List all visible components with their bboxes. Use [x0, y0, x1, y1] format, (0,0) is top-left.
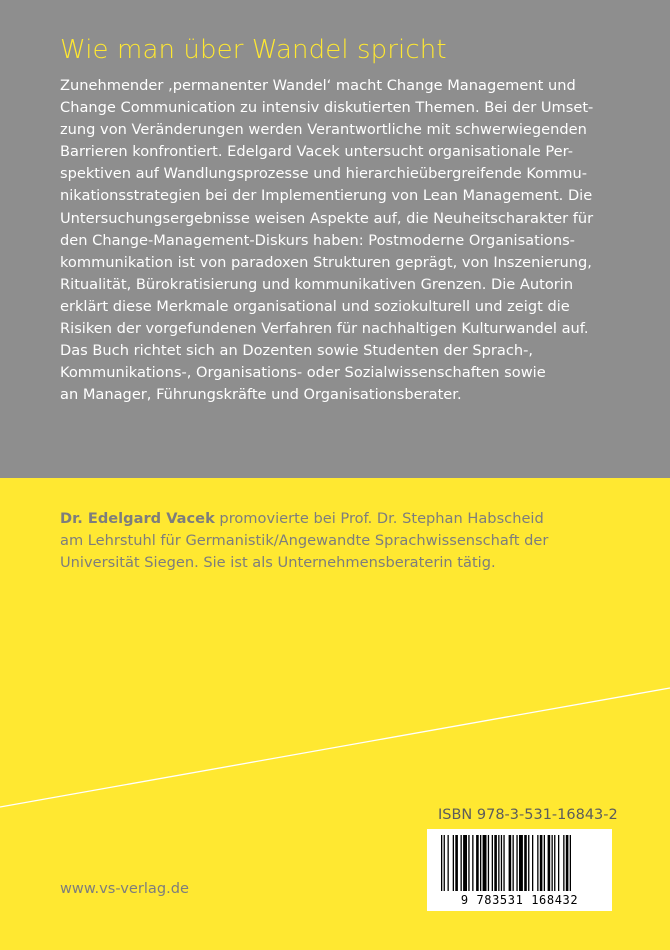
barcode [427, 829, 612, 911]
book-title: Wie man über Wandel spricht [60, 35, 447, 65]
isbn-label: ISBN 978-3-531-16843-2 [438, 807, 618, 823]
publisher-website: www.vs-verlag.de [60, 880, 189, 897]
audience-paragraph: Das Buch richtet sich an Dozenten sowie Studenten der Sprach-, Kommunikations-, Organisations- oder Sozialwissenschaften sowie an Manager, Führungskräfte und Organisationsberater. [60, 342, 546, 404]
author-bio [60, 508, 620, 574]
barcode-bars [427, 829, 612, 893]
barcode-number: 9 783531 168432 [460, 893, 579, 907]
author-name: Dr. Edelgard Vacek [60, 510, 215, 527]
author-bio-text: promovierte bei Prof. Dr. Stephan Habscheid am Lehrstuhl für Germanistik/Angewandte Sprachwissenschaft der Universität Siegen. Sie ist als Unternehmensberaterin tätig. [60, 510, 549, 572]
abstract-paragraph: Zunehmender ‚permanenter Wandel‘ macht Change Management und Change Communication zu intensiv diskutierten Themen. Bei der Umset- zung von Veränderungen werden Verantwortliche mit schwerwiegenden Barrieren konfrontiert. Edelgard Vacek untersucht organisationale Per- spektiven auf Wandlungsprozesse und hierarchieübergreifende Kommu- nikationsstrategien bei der Implementierung von Lean Management. Die Untersuchungsergebnisse weisen Aspekte auf, die Neuheitscharakter für den Change-Management-Diskurs haben: Postmoderne Organisations- kommunikation ist von paradoxen Strukturen geprägt, von Inszenierung, Ritualität, Bürokratisierung und kommunikativen Grenzen. Die Autorin erklärt diese Merkmale organisational und soziokulturell und zeigt die Risiken der vorgefundenen Verfahren für nachhaltigen Kulturwandel auf. [60, 77, 594, 338]
